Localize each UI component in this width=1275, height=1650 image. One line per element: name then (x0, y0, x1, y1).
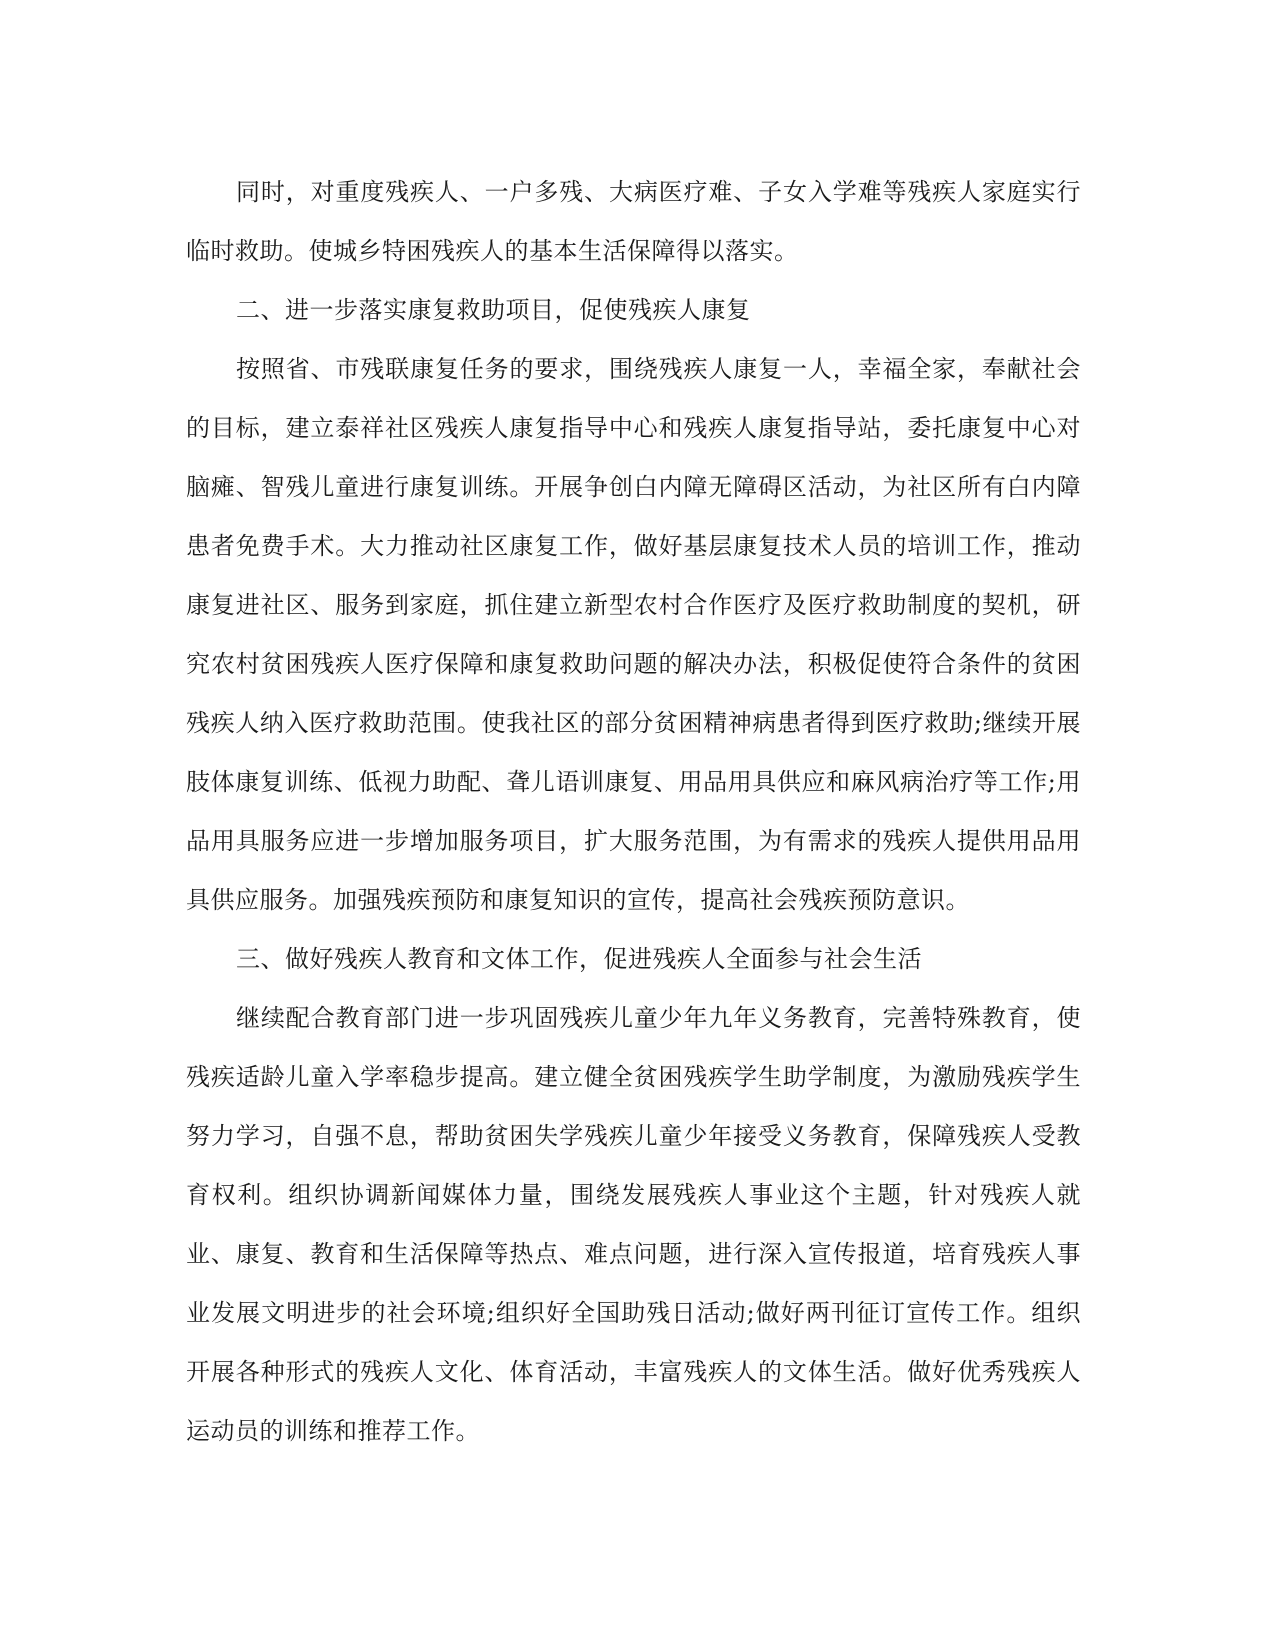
paragraph-rehabilitation: 按照省、市残联康复任务的要求，围绕残疾人康复一人，幸福全家，奉献社会的目标，建立泰祥社区残疾人康复指导中心和残疾人康复指导站，委托康复中心对脑瘫、智残儿童进行康复训练。开展争创白内障无障碍区活动，为社区所有白内障患者免费手术。大力推动社区康复工作，做好基层康复技术人员的培训工作，推动康复进社区、服务到家庭，抓住建立新型农村合作医疗及医疗救助制度的契机，研究农村贫困残疾人医疗保障和康复救助问题的解决办法，积极促使符合条件的贫困残疾人纳入医疗救助范围。使我社区的部分贫困精神病患者得到医疗救助;继续开展肢体康复训练、低视力助配、聋儿语训康复、用品用具供应和麻风病治疗等工作;用品用具服务应进一步增加服务项目，扩大服务范围，为有需求的残疾人提供用品用具供应服务。加强残疾预防和康复知识的宣传，提高社会残疾预防意识。 (186, 355, 1081, 914)
section-heading-rehabilitation: 二、进一步落实康复救助项目，促使残疾人康复 (236, 296, 751, 324)
document-body (186, 163, 1081, 1461)
paragraph-temporary-relief: 同时，对重度残疾人、一户多残、大病医疗难、子女入学难等残疾人家庭实行临时救助。使城乡特困残疾人的基本生活保障得以落实。 (186, 178, 1081, 265)
paragraph-education-culture: 继续配合教育部门进一步巩固残疾儿童少年九年义务教育，完善特殊教育，使残疾适龄儿童入学率稳步提高。建立健全贫困残疾学生助学制度，为激励残疾学生努力学习，自强不息，帮助贫困失学残疾儿童少年接受义务教育，保障残疾人受教育权利。组织协调新闻媒体力量，围绕发展残疾人事业这个主题，针对残疾人就业、康复、教育和生活保障等热点、难点问题，进行深入宣传报道，培育残疾人事业发展文明进步的社会环境;组织好全国助残日活动;做好两刊征订宣传工作。组织开展各种形式的残疾人文化、体育活动，丰富残疾人的文体生活。做好优秀残疾人运动员的训练和推荐工作。 (186, 1004, 1081, 1445)
section-heading-education-culture: 三、做好残疾人教育和文体工作，促进残疾人全面参与社会生活 (236, 945, 922, 973)
